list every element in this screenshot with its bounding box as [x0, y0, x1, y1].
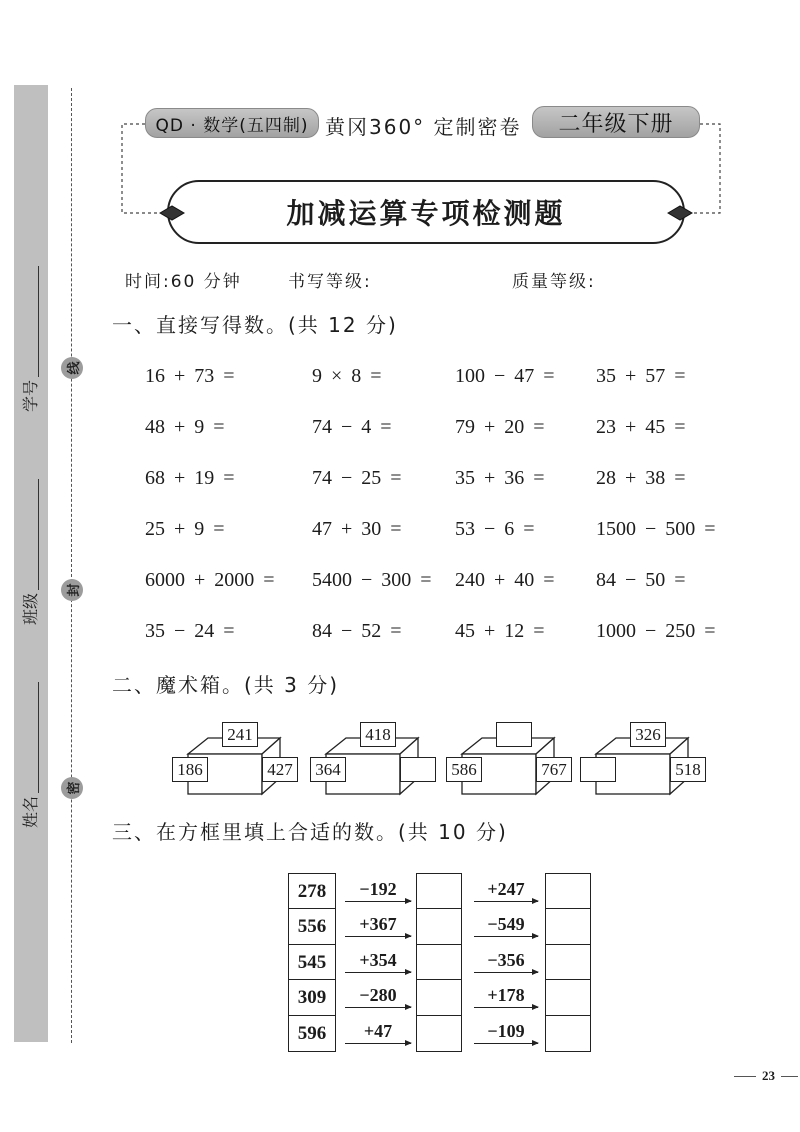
- math-problem: 74 − 25 =: [312, 467, 402, 489]
- operation-label: +178: [487, 985, 525, 1005]
- student-id-field: [21, 266, 41, 412]
- name-field: [21, 682, 41, 828]
- first-operation: [345, 908, 411, 945]
- operation-label: −356: [487, 950, 525, 970]
- magic-box: [310, 718, 436, 796]
- math-problem: 68 + 19 =: [145, 467, 235, 489]
- right-arrow-icon: [345, 972, 411, 973]
- math-problem: 23 + 45 =: [596, 416, 686, 438]
- class-field: [21, 479, 41, 625]
- math-problem: 5400 − 300 =: [312, 569, 432, 591]
- math-problem: 6000 + 2000 =: [145, 569, 275, 591]
- middle-answer-box[interactable]: [416, 908, 462, 945]
- name-label: 姓名: [21, 795, 40, 828]
- start-number: 309: [288, 979, 336, 1016]
- title-frame: [167, 180, 685, 244]
- page-title: 加减运算专项检测题: [286, 197, 566, 230]
- quality-grade-label: 质量等级:: [512, 272, 596, 292]
- magic-box-blank-top-input[interactable]: [496, 722, 532, 747]
- magic-box-left-input: 586: [446, 757, 482, 782]
- page-number: 23: [762, 1068, 775, 1083]
- exam-time: 时间:60 分钟: [125, 272, 242, 292]
- operation-label: +247: [487, 879, 525, 899]
- math-problem: 84 − 52 =: [312, 620, 402, 642]
- math-problem: 1000 − 250 =: [596, 620, 716, 642]
- magic-box-blank-output[interactable]: [400, 757, 436, 782]
- magic-box-right-output: 427: [262, 757, 298, 782]
- subject-badge: QD · 数学(五四制): [145, 108, 319, 138]
- second-operation: [474, 908, 538, 945]
- middle-answer-box[interactable]: [416, 1015, 462, 1052]
- seal-mark-secret: 密: [61, 777, 83, 799]
- right-connector: [692, 124, 720, 213]
- middle-answer-box[interactable]: [416, 944, 462, 981]
- magic-box-right-output: 518: [670, 757, 706, 782]
- operation-label: +354: [359, 950, 397, 970]
- final-answer-box[interactable]: [545, 979, 591, 1016]
- right-arrow-icon: [474, 936, 538, 937]
- chain-row: [288, 944, 598, 981]
- math-problem: 9 × 8 =: [312, 365, 382, 387]
- chain-row: [288, 979, 598, 1016]
- magic-box-left-input: 364: [310, 757, 346, 782]
- right-arrow-icon: [474, 972, 538, 973]
- math-problem: 28 + 38 =: [596, 467, 686, 489]
- first-operation: [345, 873, 411, 910]
- math-problem: 35 + 57 =: [596, 365, 686, 387]
- math-problem: 79 + 20 =: [455, 416, 545, 438]
- magic-box-right-output: 767: [536, 757, 572, 782]
- start-number: 556: [288, 908, 336, 945]
- magic-box: [580, 718, 706, 796]
- math-problem: 100 − 47 =: [455, 365, 555, 387]
- chain-row: [288, 908, 598, 945]
- series-title: 黄冈360° 定制密卷: [325, 115, 522, 139]
- math-problem: 47 + 30 =: [312, 518, 402, 540]
- start-number: 278: [288, 873, 336, 910]
- magic-box: [446, 718, 572, 796]
- magic-box: [172, 718, 298, 796]
- second-operation: [474, 1015, 538, 1052]
- writing-grade-label: 书写等级:: [288, 272, 372, 292]
- operation-label: −109: [487, 1021, 525, 1041]
- right-arrow-icon: [474, 1007, 538, 1008]
- operation-label: +47: [363, 1021, 393, 1041]
- section-2-heading: 二、魔术箱。(共 3 分): [112, 673, 340, 697]
- start-number: 596: [288, 1015, 336, 1052]
- footer-rule-right: [781, 1076, 798, 1077]
- final-answer-box[interactable]: [545, 944, 591, 981]
- first-operation: [345, 944, 411, 981]
- math-problem: 53 − 6 =: [455, 518, 535, 540]
- operation-label: −280: [359, 985, 397, 1005]
- math-problem: 48 + 9 =: [145, 416, 225, 438]
- magic-box-blank-left-input[interactable]: [580, 757, 616, 782]
- math-problem: 16 + 73 =: [145, 365, 235, 387]
- final-answer-box[interactable]: [545, 908, 591, 945]
- start-number: 545: [288, 944, 336, 981]
- second-operation: [474, 979, 538, 1016]
- final-answer-box[interactable]: [545, 1015, 591, 1052]
- math-problem: 74 − 4 =: [312, 416, 392, 438]
- name-blank[interactable]: [38, 682, 39, 793]
- second-operation: [474, 944, 538, 981]
- operation-label: +367: [359, 914, 397, 934]
- math-problem: 25 + 9 =: [145, 518, 225, 540]
- second-operation: [474, 873, 538, 910]
- right-arrow-icon: [345, 1043, 411, 1044]
- seal-mark-seal: 封: [61, 579, 83, 601]
- chain-row: [288, 1015, 598, 1052]
- class-label: 班级: [21, 592, 40, 625]
- grade-badge: 二年级下册: [532, 106, 700, 138]
- math-problem: 35 − 24 =: [145, 620, 235, 642]
- mental-math-grid: [145, 364, 726, 670]
- magic-box-top-input: 326: [630, 722, 666, 747]
- math-problem: 84 − 50 =: [596, 569, 686, 591]
- right-arrow-icon: [474, 901, 538, 902]
- section-3-heading: 三、在方框里填上合适的数。(共 10 分): [112, 820, 508, 844]
- first-operation: [345, 979, 411, 1016]
- chain-row: [288, 873, 598, 910]
- math-problem: 1500 − 500 =: [596, 518, 716, 540]
- right-arrow-icon: [345, 901, 411, 902]
- magic-box-top-input: 241: [222, 722, 258, 747]
- operation-label: −549: [487, 914, 525, 934]
- binding-strip: [14, 85, 48, 1042]
- footer-rule-left: [734, 1076, 756, 1077]
- operation-label: −192: [359, 879, 397, 899]
- first-operation: [345, 1015, 411, 1052]
- section-1-heading: 一、直接写得数。(共 12 分): [112, 313, 398, 337]
- middle-answer-box[interactable]: [416, 873, 462, 910]
- right-arrow-icon: [474, 1043, 538, 1044]
- student-id-blank[interactable]: [38, 266, 39, 377]
- math-problem: 240 + 40 =: [455, 569, 555, 591]
- final-answer-box[interactable]: [545, 873, 591, 910]
- magic-box-top-input: 418: [360, 722, 396, 747]
- math-problem: 45 + 12 =: [455, 620, 545, 642]
- student-id-label: 学号: [21, 379, 40, 412]
- magic-box-left-input: 186: [172, 757, 208, 782]
- math-problem: 35 + 36 =: [455, 467, 545, 489]
- right-arrow-icon: [345, 1007, 411, 1008]
- class-blank[interactable]: [38, 479, 39, 590]
- right-arrow-icon: [345, 936, 411, 937]
- page-number-footer: [734, 1067, 798, 1085]
- dashed-cut-line: [71, 88, 72, 1043]
- fill-in-chain-table: [288, 873, 598, 1053]
- seal-mark-line: 线: [61, 357, 83, 379]
- middle-answer-box[interactable]: [416, 979, 462, 1016]
